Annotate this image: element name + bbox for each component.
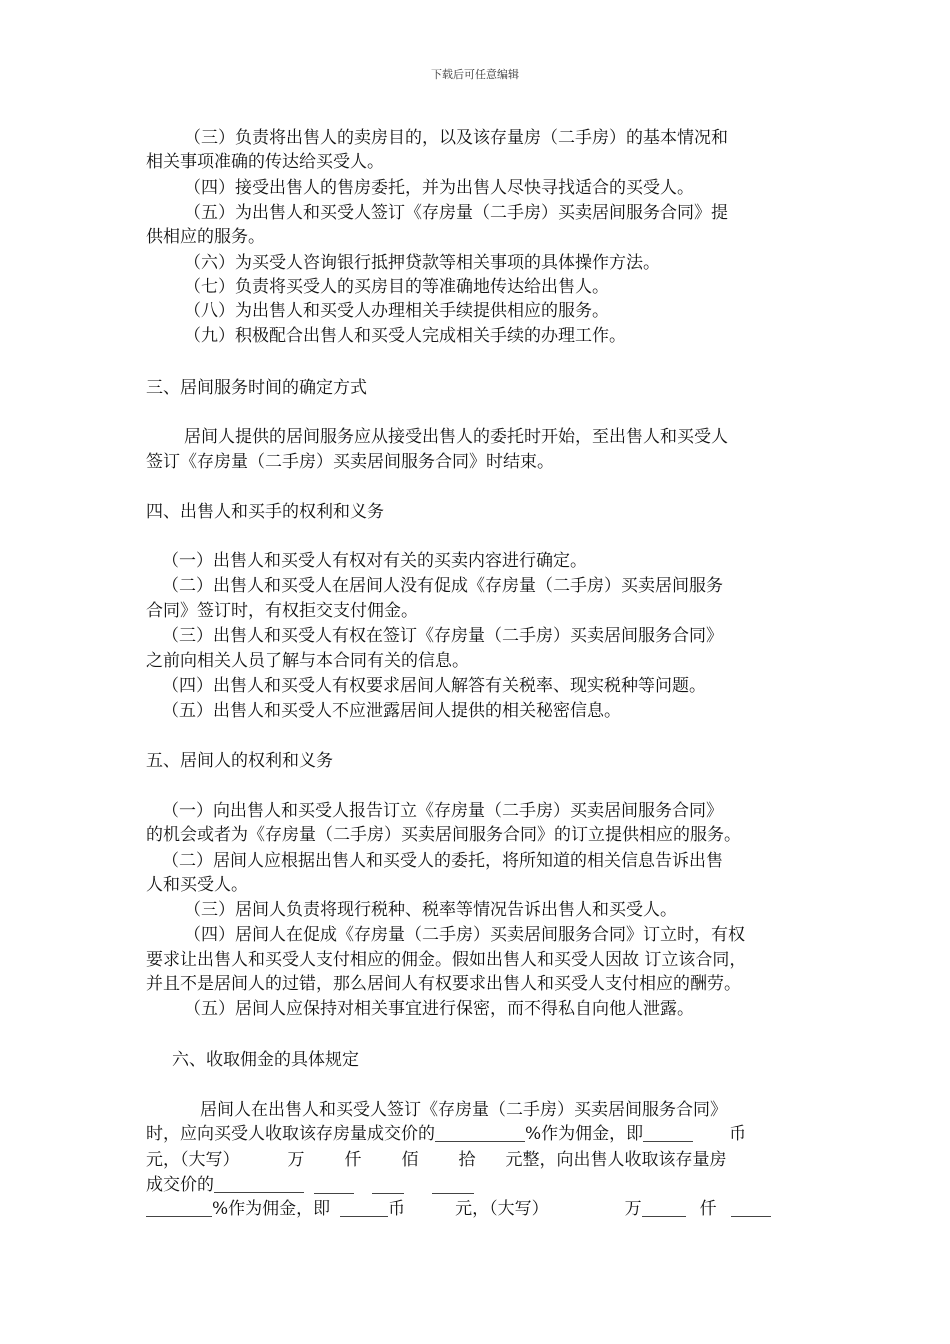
list-item-5-1: （一）向出售人和买受人报告订立《存房量（二手房）买卖居间服务合同》 xyxy=(162,801,723,821)
list-item-4: （四）接受出售人的售房委托，并为出售人尽快寻找适合的买受人。 xyxy=(184,178,694,198)
unit-wan: 万 xyxy=(287,1150,305,1170)
list-item-4-5: （五）出售人和买受人不应泄露居间人提供的相关秘密信息。 xyxy=(162,701,621,721)
blank-line xyxy=(314,1193,354,1194)
list-item-4-4: （四）出售人和买受人有权要求居间人解答有关税率、现实税种等问题。 xyxy=(162,676,706,696)
list-item-8: （八）为出售人和买受人办理相关手续提供相应的服务。 xyxy=(184,301,609,321)
section-heading-3: 三、居间服务时间的确定方式 xyxy=(146,378,367,398)
section-heading-4: 四、出售人和买手的权利和义务 xyxy=(146,502,384,522)
percent-blank xyxy=(435,1125,525,1142)
section-heading-6: 六、收取佣金的具体规定 xyxy=(172,1050,359,1070)
section-heading-5: 五、居间人的权利和义务 xyxy=(146,751,333,771)
list-item-5-cont: 供相应的服务。 xyxy=(146,227,265,247)
blank-line xyxy=(372,1193,404,1194)
blank-line xyxy=(432,1193,474,1194)
qian-blank xyxy=(731,1200,771,1217)
unit-qian: 仟 xyxy=(699,1199,717,1219)
list-item-5-2-cont: 人和买受人。 xyxy=(146,875,248,895)
paragraph-6: 居间人在出售人和买受人签订《存房量（二手房）买卖居间服务合同》 xyxy=(200,1100,727,1120)
page-header: 下载后可任意编辑 xyxy=(431,68,519,81)
currency-label: 币 xyxy=(388,1199,406,1219)
list-item-5-4-cont: 要求让出售人和买受人支付相应的佣金。假如出售人和买受人因故 订立该合同， xyxy=(146,950,747,970)
price-blank xyxy=(214,1176,304,1193)
list-item-4-1: （一）出售人和买受人有权对有关的买卖内容进行确定。 xyxy=(162,551,587,571)
list-item-5-4: （四）居间人在促成《存房量（二手房）买卖居间服务合同》订立时，有权 xyxy=(184,925,745,945)
commission-text: 元，（大写） xyxy=(146,1150,240,1170)
percent-blank xyxy=(146,1200,212,1217)
list-item-9: （九）积极配合出售人和买受人完成相关手续的办理工作。 xyxy=(184,326,626,346)
list-item-4-3-cont: 之前向相关人员了解与本合同有关的信息。 xyxy=(146,651,469,671)
list-item-7: （七）负责将买受人的买房目的等准确地传达给出售人。 xyxy=(184,277,609,297)
list-item-6: （六）为买受人咨询银行抵押贷款等相关事项的具体操作方法。 xyxy=(184,253,660,273)
amount-blank xyxy=(340,1200,388,1217)
commission-text: %作为佣金，即 xyxy=(212,1199,331,1219)
list-item-4-2-cont: 合同》签订时，有权拒交支付佣金。 xyxy=(146,601,418,621)
paragraph-3: 居间人提供的居间服务应从接受出售人的委托时开始，至出售人和买受人 xyxy=(184,427,728,447)
list-item-5: （五）为出售人和买受人签订《存房量（二手房）买卖居间服务合同》提 xyxy=(184,203,728,223)
list-item-5-5: （五）居间人应保持对相关事宜进行保密，而不得私自向他人泄露。 xyxy=(184,999,694,1019)
list-item-3: （三）负责将出售人的卖房目的，以及该存量房（二手房）的基本情况和 xyxy=(184,128,728,148)
wan-blank xyxy=(642,1200,686,1217)
list-item-4-2: （二）出售人和买受人在居间人没有促成《存房量（二手房）买卖居间服务 xyxy=(162,576,723,596)
list-item-4-3: （三）出售人和买受人有权在签订《存房量（二手房）买卖居间服务合同》 xyxy=(162,626,723,646)
commission-line-3 xyxy=(146,1174,304,1196)
paragraph-3-cont: 签订《存房量（二手房）买卖居间服务合同》时结束。 xyxy=(146,452,554,472)
commission-text: 成交价的 xyxy=(146,1175,214,1195)
list-item-3-cont: 相关事项准确的传达给买受人。 xyxy=(146,152,384,172)
commission-line-1 xyxy=(146,1123,746,1145)
unit-bai: 佰 xyxy=(401,1150,419,1170)
amount-blank xyxy=(643,1125,693,1142)
currency-label: 币 xyxy=(729,1124,747,1144)
list-item-5-4-cont2: 并且不是居间人的过错，那么居间人有权要求出售人和买受人支付相应的酬劳。 xyxy=(146,974,741,994)
commission-line-2 xyxy=(146,1149,727,1171)
unit-qian: 仟 xyxy=(344,1150,362,1170)
list-item-5-1-cont: 的机会或者为《存房量（二手房）买卖居间服务合同》的订立提供相应的服务。 xyxy=(146,825,741,845)
unit-wan: 万 xyxy=(624,1199,642,1219)
commission-text: 时，应向买受人收取该存房量成交价的 xyxy=(146,1124,435,1144)
commission-text: 元，（大写） xyxy=(455,1199,549,1219)
unit-shi: 拾 xyxy=(458,1150,476,1170)
commission-text: %作为佣金，即 xyxy=(525,1124,644,1144)
list-item-5-3: （三）居间人负责将现行税种、税率等情况告诉出售人和买受人。 xyxy=(184,900,677,920)
commission-line-4 xyxy=(146,1198,771,1220)
commission-text: 元整，向出售人收取该存量房 xyxy=(505,1150,727,1170)
list-item-5-2: （二）居间人应根据出售人和买受人的委托，将所知道的相关信息告诉出售 xyxy=(162,851,723,871)
